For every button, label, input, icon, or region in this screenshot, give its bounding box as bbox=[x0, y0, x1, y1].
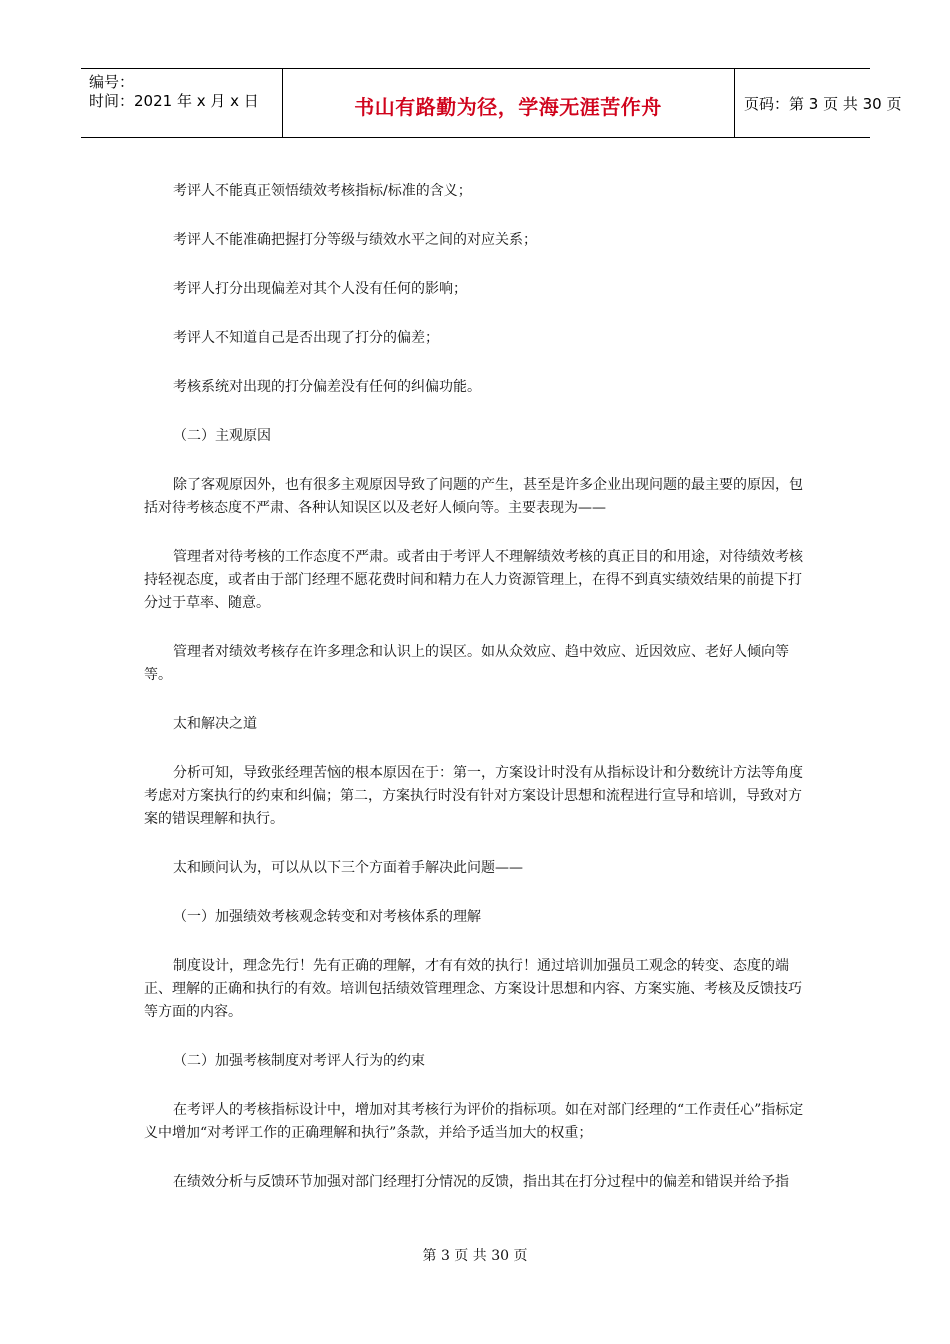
section-heading: 太和解决之道 bbox=[173, 716, 257, 732]
document-number-label: 编号： bbox=[89, 73, 135, 91]
body-paragraph: 考评人不知道自己是否出现了打分的偏差； bbox=[173, 330, 439, 346]
section-heading: （一）加强绩效考核观念转变和对考核体系的理解 bbox=[173, 909, 481, 925]
header-page-info: 页码：第 3 页 共 30 页 bbox=[744, 95, 902, 113]
header-page-cell bbox=[735, 69, 902, 137]
document-time-label: 时间：2021 年 x 月 x 日 bbox=[89, 92, 259, 110]
body-paragraph: 考评人不能准确把握打分等级与绩效水平之间的对应关系； bbox=[173, 232, 537, 248]
body-paragraph: 除了客观原因外，也有很多主观原因导致了问题的产生，甚至是许多企业出现问题的最主要的原因，包括对待考核态度不严肃、各种认知误区以及老好人倾向等。主要表现为—— bbox=[144, 477, 803, 516]
body-paragraph: 管理者对绩效考核存在许多理念和认识上的误区。如从众效应、趋中效应、近因效应、老好人倾向等等。 bbox=[144, 644, 789, 683]
body-paragraph: 分析可知，导致张经理苦恼的根本原因在于：第一，方案设计时没有从指标设计和分数统计方法等角度考虑对方案执行的约束和纠偏；第二，方案执行时没有针对方案设计思想和流程进行宣导和培训，导致对方案的错误理解和执行。 bbox=[144, 765, 803, 827]
body-paragraph: 在绩效分析与反馈环节加强对部门经理打分情况的反馈，指出其在打分过程中的偏差和错误并给予指 bbox=[173, 1174, 789, 1190]
page-footer: 第 3 页 共 30 页 bbox=[422, 1248, 528, 1264]
section-heading: （二）主观原因 bbox=[173, 428, 271, 444]
document-header bbox=[81, 68, 902, 138]
header-meta-cell bbox=[81, 69, 283, 137]
body-paragraph: 太和顾问认为，可以从以下三个方面着手解决此问题—— bbox=[173, 860, 523, 876]
body-paragraph: 考评人打分出现偏差对其个人没有任何的影响； bbox=[173, 281, 467, 297]
body-paragraph: 在考评人的考核指标设计中，增加对其考核行为评价的指标项。如在对部门经理的“工作责任心”指标定义中增加“对考评工作的正确理解和执行”条款，并给予适当加大的权重； bbox=[144, 1102, 804, 1141]
body-paragraph: 考核系统对出现的打分偏差没有任何的纠偏功能。 bbox=[173, 379, 481, 395]
body-paragraph: 管理者对待考核的工作态度不严肃。或者由于考评人不理解绩效考核的真正目的和用途，对待绩效考核持轻视态度，或者由于部门经理不愿花费时间和精力在人力资源管理上，在得不到真实绩效结果的前提下打分过于草率、随意。 bbox=[144, 549, 803, 611]
header-motto-cell bbox=[282, 69, 735, 137]
document-body bbox=[144, 180, 806, 1194]
body-paragraph: 制度设计，理念先行！先有正确的理解，才有有效的执行！通过培训加强员工观念的转变、态度的端正、理解的正确和执行的有效。培训包括绩效管理理念、方案设计思想和内容、方案实施、考核及反馈技巧等方面的内容。 bbox=[144, 958, 802, 1020]
section-heading: （二）加强考核制度对考评人行为的约束 bbox=[173, 1053, 425, 1069]
body-paragraph: 考评人不能真正领悟绩效考核指标/标准的含义； bbox=[173, 183, 472, 199]
header-motto: 书山有路勤为径，学海无涯苦作舟 bbox=[354, 95, 662, 119]
